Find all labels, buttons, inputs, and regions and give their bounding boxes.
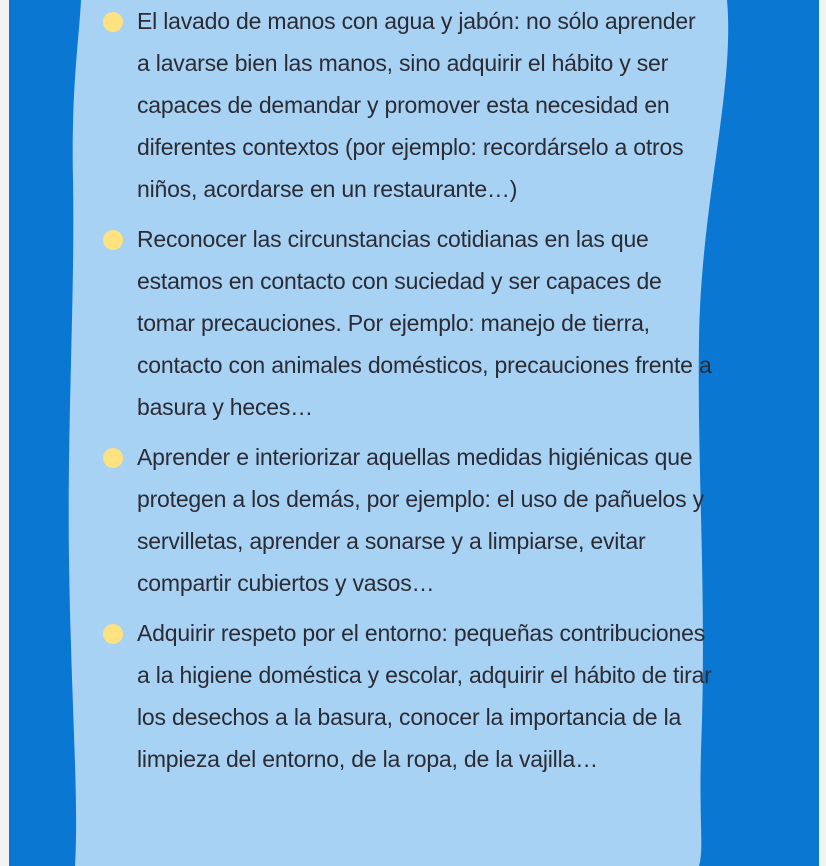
blue-background-panel (9, 0, 819, 866)
list-item-text: Reconocer las circunstancias cotidianas en las que estamos en contacto con suciedad y ser capaces de tomar precauciones. Por ejemplo: manejo de tierra, contacto con animales domésticos, precauciones frente a basura y heces… (137, 226, 712, 420)
yellow-bullet-icon (103, 624, 123, 644)
list-item-text: El lavado de manos con agua y jabón: no sólo aprender a lavarse bien las manos, sino adquirir el hábito y ser capaces de demandar y promover esta necesidad en diferentes contextos (por ejemplo: recordárselo a otros niños, acordarse en un restaurante…) (137, 8, 696, 202)
hygiene-list (103, 0, 713, 780)
list-item (103, 436, 713, 604)
list-item (103, 218, 713, 428)
list-item-text: Aprender e interiorizar aquellas medidas higiénicas que protegen a los demás, por ejemplo: el uso de pañuelos y servilletas, aprender a sonarse y a limpiarse, evitar compartir cubiertos y vasos… (137, 444, 704, 596)
yellow-bullet-icon (103, 12, 123, 32)
page-margin-right (819, 0, 826, 866)
page-margin-left (0, 0, 9, 866)
list-item (103, 612, 713, 780)
list-item (103, 0, 713, 210)
yellow-bullet-icon (103, 448, 123, 468)
list-item-text: Adquirir respeto por el entorno: pequeñas contribuciones a la higiene doméstica y escolar, adquirir el hábito de tirar los desechos a la basura, conocer la importancia de la limpieza del entorno, de la ropa, de la vajilla… (137, 620, 712, 772)
yellow-bullet-icon (103, 230, 123, 250)
